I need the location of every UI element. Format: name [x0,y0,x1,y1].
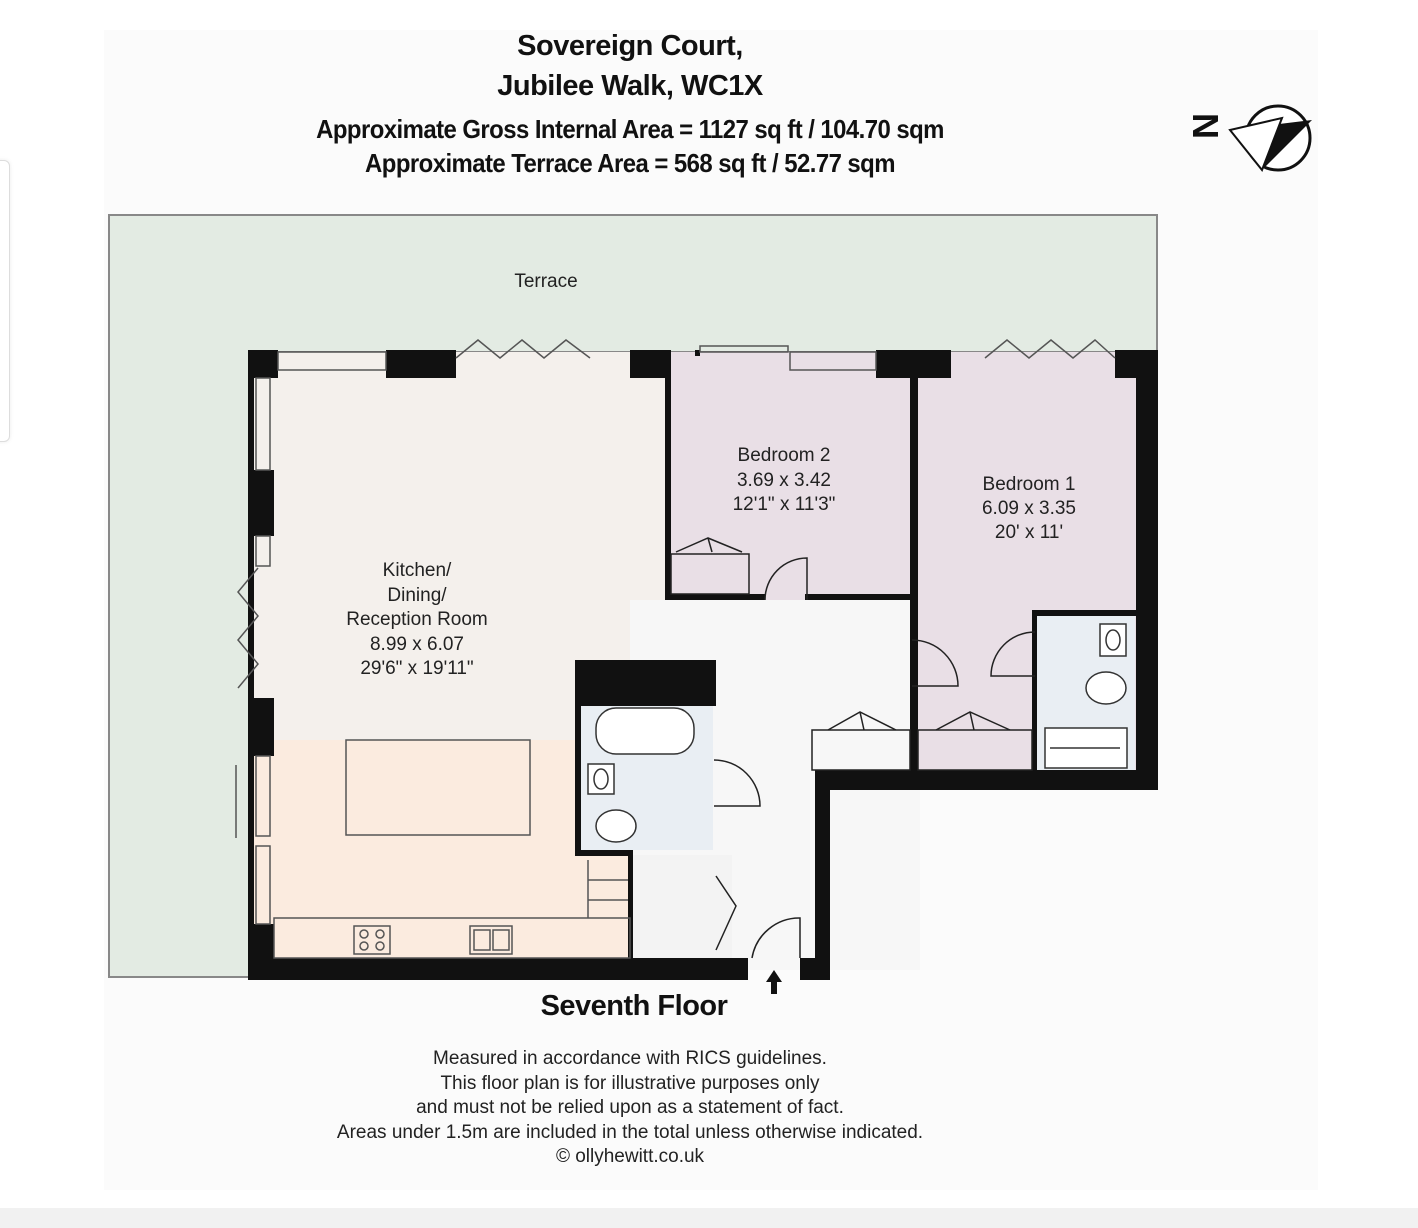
bedroom1-name: Bedroom 1 [982,474,1076,495]
note-line: Areas under 1.5m are included in the total unless otherwise indicated. [336,1121,924,1143]
bedroom1-imperial: 20' x 11' [994,522,1064,543]
copyright-line[interactable]: © ollyhewitt.co.uk [555,1146,705,1167]
bedroom2-imperial: 12'1" x 11'3" [732,494,836,515]
floor-label: Seventh Floor [540,990,728,1022]
kitchen-name-line3: Reception Room [346,609,488,630]
compass-north-label: N [1185,113,1226,139]
kitchen-name-line2: Dining/ [387,585,447,606]
kitchen-imperial: 29'6" x 19'11" [360,658,474,679]
address-line-1: Sovereign Court, [517,30,743,62]
note-line: Measured in accordance with RICS guidelines. [433,1048,827,1069]
terrace-label: Terrace [514,271,578,292]
disclaimer-notes [280,1047,980,1170]
kitchen-metric: 8.99 x 6.07 [369,634,465,655]
note-line: and must not be relied upon as a statement of fact. [416,1097,844,1118]
bedroom2-name: Bedroom 2 [737,445,831,466]
bedroom2-metric: 3.69 x 3.42 [736,470,832,491]
gross-internal-area: Approximate Gross Internal Area = 1127 sq ft / 104.70 sqm [316,114,944,144]
bedroom1-metric: 6.09 x 3.35 [981,498,1077,519]
terrace-area: Approximate Terrace Area = 568 sq ft / 52.77 sqm [365,148,895,178]
compass-icon [1185,106,1312,170]
address-line-2: Jubilee Walk, WC1X [497,70,763,102]
kitchen-fill [250,740,630,970]
note-line: This floor plan is for illustrative purposes only [440,1072,820,1094]
kitchen-name-line1: Kitchen/ [382,560,452,581]
